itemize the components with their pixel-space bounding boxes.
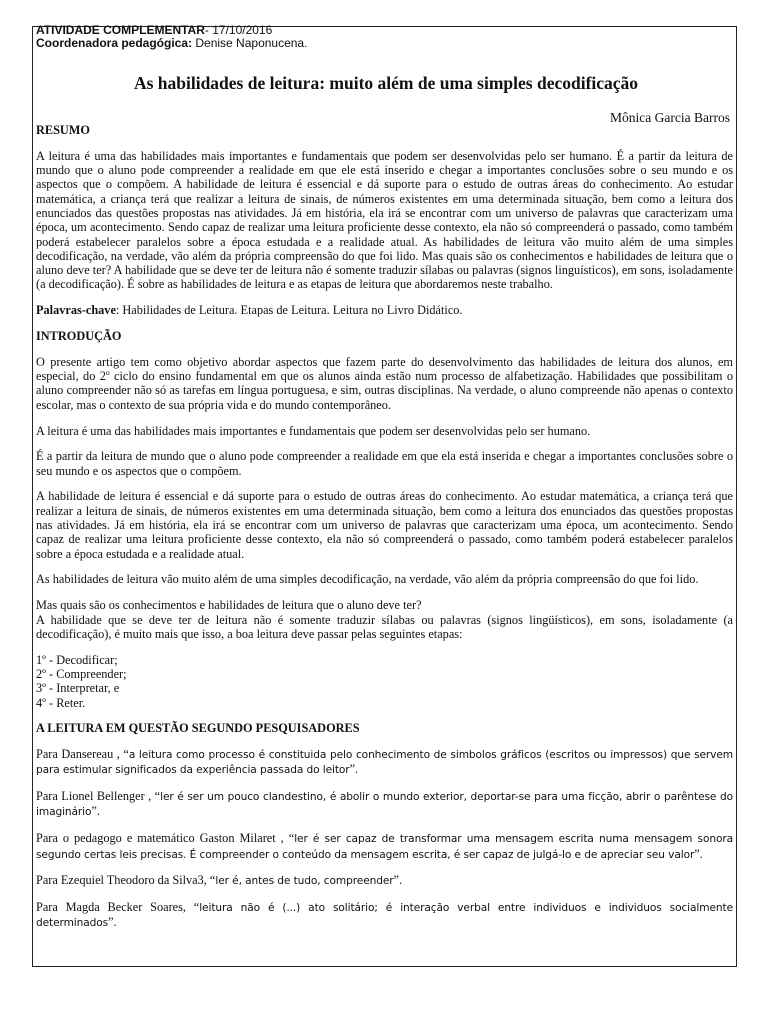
pesquisadores-heading: A LEITURA EM QUESTÃO SEGUNDO PESQUISADORES <box>36 721 360 736</box>
activity-label: ATIVIDADE COMPLEMENTAR <box>36 24 205 36</box>
document-title: As habilidades de leitura: muito além de uma simples decodificação <box>133 73 639 93</box>
intro-paragraph-6: Mas quais são os conhecimentos e habilidades de leitura que o aluno deve ter? <box>36 598 422 613</box>
activity-date: - 17/10/2016 <box>204 24 273 36</box>
quote-end: ”. <box>349 762 359 777</box>
list-item: 2º - Compreender; <box>36 666 127 681</box>
keywords-paragraph <box>36 303 733 317</box>
resumo-text: A leitura é uma das habilidades mais importantes e fundamentais que podem ser desenvolvidas pelo ser humano. É a partir da leitura de mundo que o aluno pode compreender a realidade em que ele está inserido e chegar a importantes conclusões sobre o seu mundo e os aspectos que o compõem. A habilidade de leitura é essencial e dá suporte para o estudo de outras áreas do conhecimento. Ao estudar matemática, a criança terá que realizar a leitura de sinais, de números existentes em uma determinada situação, bem como a leitura dos enunciados das questões propostas nas atividades. Já em história, ela irá se encontrar com um universo de palavras que caracterizam uma época, um acontecimento. Sendo capaz de realizar uma leitura proficiente desse contexto, ela não só compreenderá o passado, como também poderá estabelecer paralelos sobre a época estudada e a realidade atual. As habilidades de leitura vão muito além de uma simples decodificação, na verdade, vão além da própria compreensão do que foi lido. Mas quais são os conhecimentos e habilidades de leitura que o aluno deve ter? A habilidade que se deve ter de leitura não é somente traduzir sílabas ou palavras (signos linguísticos), em sons, isoladamente (a decodificação). É sobre as habilidades de leitura e as etapas de leitura que abordaremos neste trabalho. <box>36 148 733 292</box>
intro-paragraph-5: As habilidades de leitura vão muito além de uma simples decodificação, na verdade, vão além da própria compreensão do que foi lido. <box>36 572 699 587</box>
introducao-heading: INTRODUÇÃO <box>36 329 122 344</box>
intro-paragraph-1: O presente artigo tem como objetivo abordar aspectos que fazem parte do desenvolvimento das habilidades de leitura dos alunos, em especial, do 2º ciclo do ensino fundamental em que os alunos ainda estão num processo de alfabetização. Habilidades que possibilitam o aluno compreender não só as tarefas em língua portuguesa, e sim, outras disciplinas. Na verdade, o aluno compreende não apenas o contexto escolar, mas o contexto de sua própria vida e do mundo contemporâneo. <box>36 354 733 412</box>
list-item: 3º - Interpretar, e <box>36 681 120 696</box>
quote-end: ”. <box>393 873 403 888</box>
intro-paragraph-7: A habilidade que se deve ter de leitura não é somente traduzir sílabas ou palavras (signos lingüísticos), em sons, isoladamente (a decodificação), é muito mais que isso, a boa leitura deve passar pelas seguintes etapas: <box>36 612 733 641</box>
quote-text: ler é ser um pouco clandestino, é abolir o mundo exterior, deportar-se para uma ficção, abrir o parêntese do imaginário <box>36 791 733 819</box>
keywords-text: : Habilidades de Leitura. Etapas de Leitura. Leitura no Livro Didático. <box>115 303 463 318</box>
intro-paragraph-2: A leitura é uma das habilidades mais importantes e fundamentais que podem ser desenvolvidas pelo ser humano. <box>36 423 591 438</box>
keywords-label: Palavras-chave <box>36 303 116 318</box>
quote-text: ler é, antes de tudo, compreender <box>215 875 394 888</box>
reading-steps-list <box>36 653 733 710</box>
quote-end: ”. <box>108 915 117 930</box>
document-header <box>36 26 726 51</box>
quote-text: leitura não é (...) ato solitário; é interação verbal entre individuos e individuos socialmente determinados <box>36 902 733 930</box>
quote-author: Para Ezequiel Theodoro da Silva3, “ <box>36 873 216 888</box>
quote-end: ”. <box>91 804 100 819</box>
quote-silva <box>36 873 733 888</box>
author-name: Mônica Garcia Barros <box>610 110 730 125</box>
document-body <box>36 123 733 942</box>
list-item: 4º - Reter. <box>36 695 86 710</box>
resumo-heading: RESUMO <box>36 123 90 137</box>
coordinator-name: Denise Naponucena. <box>192 36 308 50</box>
quote-author: Para o pedagogo e matemático Gaston Milaret , “ <box>36 831 295 846</box>
quote-text: ler é ser capaz de transformar uma mensagem escrita numa mensagem sonora segundo certas leis precisas. É compreender o conteúdo da mensagem escrita, é ser capaz de julgá-lo e de apreciar seu valor <box>36 833 733 861</box>
intro-paragraph-4: A habilidade de leitura é essencial e dá suporte para o estudo de outras áreas do conhecimento. Ao estudar matemática, a criança terá que realizar a leitura de sinais, de números existentes em uma determinada situação, bem como a leitura dos enunciados das questões propostas nas atividades. Já em história, ela irá se encontrar com um universo de palavras que caracterizam uma época, um acontecimento. Sendo capaz de realizar uma leitura proficiente desse contexto, ela não só compreenderá o passado, como também poderá estabelecer paralelos sobre a época estudada e a realidade atual. <box>36 489 733 561</box>
quote-author: Para Lionel Bellenger , “ <box>36 789 161 804</box>
list-item: 1º - Decodificar; <box>36 652 118 667</box>
intro-paragraph-3: É a partir da leitura de mundo que o aluno pode compreender a realidade em que ela está inserida e chegar a importantes conclusões sobre o seu mundo e os aspectos que o compõem. <box>36 449 733 478</box>
quote-end: ”. <box>694 846 703 861</box>
quote-milaret <box>36 831 733 862</box>
quote-author: Para Dansereau , “ <box>36 747 129 762</box>
quote-dansereau <box>36 747 733 778</box>
quote-author: Para Magda Becker Soares, “ <box>36 900 200 915</box>
coordinator-label: Coordenadora pedagógica: <box>36 36 193 50</box>
quote-soares <box>36 900 733 931</box>
quote-bellenger <box>36 789 733 820</box>
quote-text: a leitura como processo é constituida pelo conhecimento de simbolos gráficos (escritos ou impressos) que servem para estimular significados da experiência passada do leitor <box>36 749 733 777</box>
